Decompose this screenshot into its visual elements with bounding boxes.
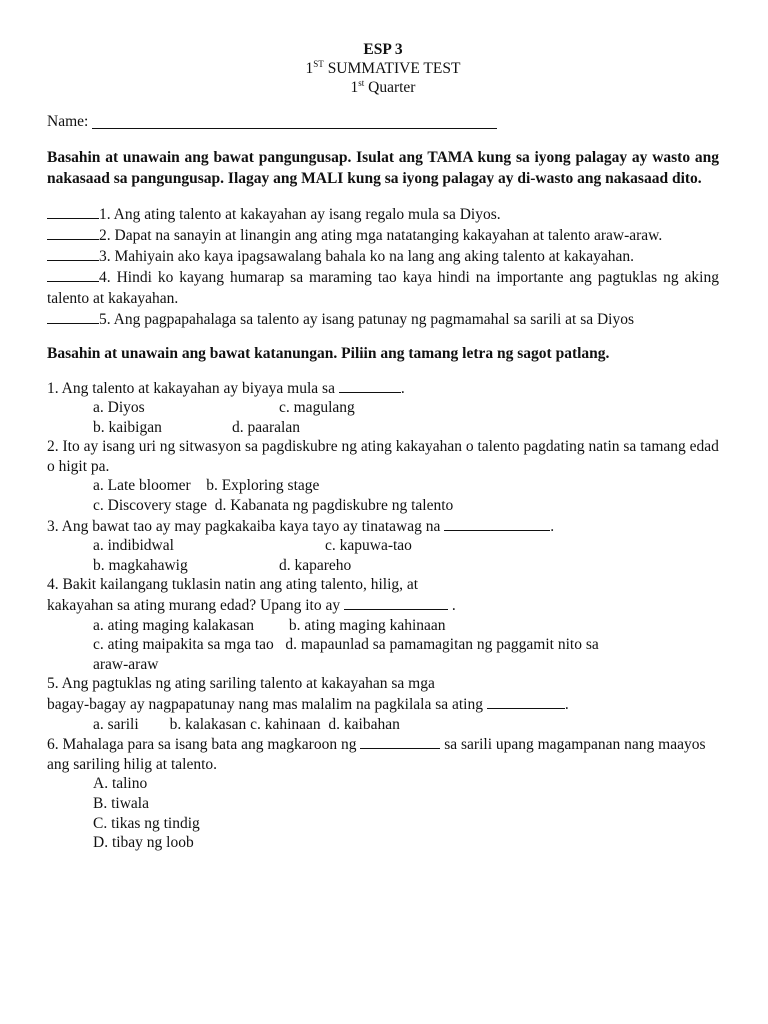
choices-row-cont: araw-araw xyxy=(93,655,159,673)
quarter-title xyxy=(47,78,719,97)
question-end: . xyxy=(400,379,405,397)
answer-blank[interactable] xyxy=(47,309,99,324)
choices-row xyxy=(93,556,719,576)
tf-item-text: 4. Hindi ko kayang humarap sa maraming tao kaya hindi na importante ang pagtuklas ng aking talento at kakayahan. xyxy=(47,269,719,307)
tf-item xyxy=(47,309,719,330)
question-2: 2. Ito ay isang uri ng sitwasyon sa pagdiskubre ng ating kakayahan o talento pagdating natin sa tamang edad o higit pa. xyxy=(47,438,719,475)
answer-blank[interactable] xyxy=(344,595,448,610)
choice-c[interactable]: c. kapuwa-tao xyxy=(325,537,412,555)
question-3 xyxy=(47,516,719,537)
tf-item xyxy=(47,267,719,309)
question-4-cont xyxy=(47,595,719,616)
question-end: . xyxy=(447,597,456,615)
choices-row xyxy=(93,418,719,438)
choice-b[interactable]: b. magkahawig xyxy=(93,556,188,574)
quarter-label: Quarter xyxy=(364,79,416,96)
question-5: 5. Ang pagtuklas ng ating sariling talento at kakayahan sa mga xyxy=(47,675,435,693)
part1-instructions: Basahin at unawain ang bawat pangungusap. Isulat ang TAMA kung sa iyong palagay ay wasto ang nakasaad sa pangungusap. Ilagay ang MALI kung sa iyong palagay ay di-wasto ang nakasaad dito. xyxy=(47,149,719,187)
question-end: . xyxy=(564,696,569,713)
name-row xyxy=(47,111,719,133)
answer-blank[interactable] xyxy=(444,516,550,531)
name-label: Name: xyxy=(47,113,89,130)
quarter-number: 1 xyxy=(350,79,359,96)
choices-row[interactable]: c. Discovery stage d. Kabanata ng pagdiskubre ng talento xyxy=(93,497,454,515)
part2-instructions: Basahin at unawain ang bawat katanungan. Piliin ang tamang letra ng sagot patlang. xyxy=(47,345,610,362)
answer-blank[interactable] xyxy=(360,734,440,749)
choices-row[interactable]: c. ating maipakita sa mga tao d. mapaunlad sa pamamagitan ng paggamit nito sa xyxy=(93,636,599,654)
question-text: bagay-bagay ay nagpapatunay nang mas malalim na pagkilala sa ating xyxy=(47,696,483,713)
choices-row[interactable]: a. ating maging kalakasan b. ating maging kahinaan xyxy=(93,616,446,634)
choices-row xyxy=(93,536,719,556)
choice-d[interactable]: d. kapareho xyxy=(279,556,352,574)
choice-a[interactable]: a. Diyos xyxy=(93,399,145,417)
answer-blank[interactable] xyxy=(47,204,99,219)
tf-item-text: 5. Ang pagpapahalaga sa talento ay isang patunay ng pagmamahal sa sarili at sa Diyos xyxy=(99,311,635,328)
name-field[interactable] xyxy=(92,111,497,129)
question-6 xyxy=(47,734,719,774)
choices-row[interactable]: a. sarili b. kalakasan c. kahinaan d. kaibahan xyxy=(93,715,400,733)
multiple-choice-list xyxy=(47,378,719,853)
question-text-cont: sa sarili upang magampanan nang maayos ang sariling hilig at talento. xyxy=(47,736,706,773)
answer-blank[interactable] xyxy=(47,225,99,240)
tf-item xyxy=(47,204,719,225)
question-text: 1. Ang talento at kakayahan ay biyaya mula sa xyxy=(47,379,335,397)
choices-row xyxy=(93,398,719,418)
choice-c[interactable]: C. tikas ng tindig xyxy=(93,814,200,832)
question-1 xyxy=(47,378,719,399)
worksheet-page xyxy=(47,40,719,853)
choice-b[interactable]: b. kaibigan xyxy=(93,418,162,436)
answer-blank[interactable] xyxy=(47,267,99,282)
choice-d[interactable]: D. tibay ng loob xyxy=(93,834,194,852)
choice-c[interactable]: c. magulang xyxy=(279,399,355,417)
question-text: 3. Ang bawat tao ay may pagkakaiba kaya tayo ay tinatawag na xyxy=(47,517,441,535)
choice-a[interactable]: a. indibidwal xyxy=(93,537,174,555)
question-4: 4. Bakit kailangang tuklasin natin ang ating talento, hilig, at xyxy=(47,576,419,594)
answer-blank[interactable] xyxy=(47,246,99,261)
test-number: 1 xyxy=(305,60,314,77)
question-text: 6. Mahalaga para sa isang bata ang magkaroon ng xyxy=(47,736,357,754)
tf-item-text: 1. Ang ating talento at kakayahan ay isang regalo mula sa Diyos. xyxy=(99,206,501,223)
answer-blank[interactable] xyxy=(339,378,401,393)
question-text: kakayahan sa ating murang edad? Upang ito ay xyxy=(47,597,341,615)
true-false-list xyxy=(47,204,719,330)
test-ordinal: ST xyxy=(313,59,324,69)
tf-item xyxy=(47,225,719,246)
subject-title: ESP 3 xyxy=(363,41,403,58)
question-end: . xyxy=(550,517,555,535)
choices-row[interactable]: a. Late bloomer b. Exploring stage xyxy=(93,477,320,495)
quarter-ordinal: st xyxy=(358,78,365,88)
choice-d[interactable]: d. paaralan xyxy=(232,418,300,436)
question-5-cont xyxy=(47,694,719,715)
tf-item-text: 3. Mahiyain ako kaya ipagsawalang bahala ko na lang ang aking talento at kakayahan. xyxy=(99,248,634,265)
test-label: SUMMATIVE TEST xyxy=(323,60,461,77)
choice-a[interactable]: A. talino xyxy=(93,775,148,793)
tf-item xyxy=(47,246,719,267)
answer-blank[interactable] xyxy=(487,694,565,709)
test-header xyxy=(47,40,719,97)
tf-item-text: 2. Dapat na sanayin at linangin ang ating mga natatanging kakayahan at talento araw-araw. xyxy=(99,227,663,244)
test-title xyxy=(47,59,719,78)
choice-b[interactable]: B. tiwala xyxy=(93,794,149,812)
